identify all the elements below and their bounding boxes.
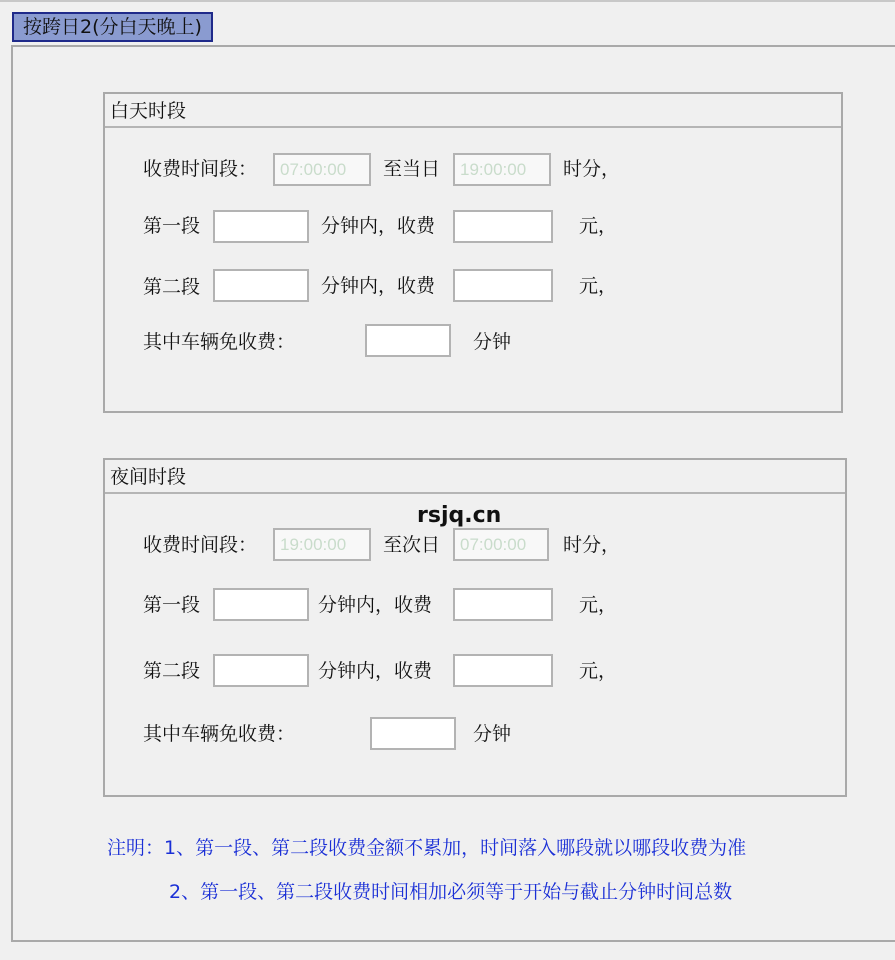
day-seg1-fee-input[interactable] [453,210,553,243]
day-seg1-minutes-fee-label: 分钟内，收费 [321,215,436,237]
night-to-label: 至次日 [383,534,441,556]
watermark: rsjq.cn [417,503,502,528]
day-seg2-yuan-label: 元， [579,275,618,297]
night-period-title: 夜间时段 [105,460,845,494]
night-start-time-input[interactable] [273,528,371,561]
day-period-group [103,92,843,413]
top-divider [0,0,895,2]
night-end-time-input[interactable] [453,528,549,561]
night-seg2-fee-input[interactable] [453,654,553,687]
night-seg2-yuan-label: 元， [579,660,618,682]
night-seg2-minutes-input[interactable] [213,654,309,687]
note-line-1: 注明：1、第一段、第二段收费金额不累加，时间落入哪段就以哪段收费为准 [107,837,747,859]
day-end-time-input[interactable] [453,153,551,186]
day-free-minutes-input[interactable] [365,324,451,357]
day-period-title: 白天时段 [105,94,841,128]
day-seg2-minutes-input[interactable] [213,269,309,302]
day-free-label: 其中车辆免收费： [143,331,296,353]
day-seg2-minutes-fee-label: 分钟内，收费 [321,275,436,297]
day-to-label: 至当日 [383,158,441,180]
day-seg1-yuan-label: 元， [579,215,618,237]
night-seg1-minutes-fee-label: 分钟内，收费 [318,594,433,616]
day-seg1-minutes-input[interactable] [213,210,309,243]
night-seg2-minutes-fee-label: 分钟内，收费 [318,660,433,682]
night-free-label: 其中车辆免收费： [143,723,296,745]
night-seg1-minutes-input[interactable] [213,588,309,621]
night-seg1-label: 第一段 [143,594,201,616]
night-hm-label: 时分， [563,534,621,556]
day-seg1-label: 第一段 [143,215,201,237]
night-free-minutes-input[interactable] [370,717,456,750]
tab-cross-day-2[interactable]: 按跨日2(分白天晚上) [12,12,213,42]
night-seg2-label: 第二段 [143,660,201,682]
day-free-minute-label: 分钟 [473,331,512,353]
day-seg2-label: 第二段 [143,276,201,298]
day-seg2-fee-input[interactable] [453,269,553,302]
day-period-label: 收费时间段： [143,158,258,180]
night-free-minute-label: 分钟 [473,723,512,745]
day-start-time-input[interactable] [273,153,371,186]
night-seg1-fee-input[interactable] [453,588,553,621]
night-seg1-yuan-label: 元， [579,594,618,616]
day-hm-label: 时分， [563,158,621,180]
night-period-label: 收费时间段： [143,534,258,556]
note-line-2: 2、第一段、第二段收费时间相加必须等于开始与截止分钟时间总数 [169,881,733,903]
